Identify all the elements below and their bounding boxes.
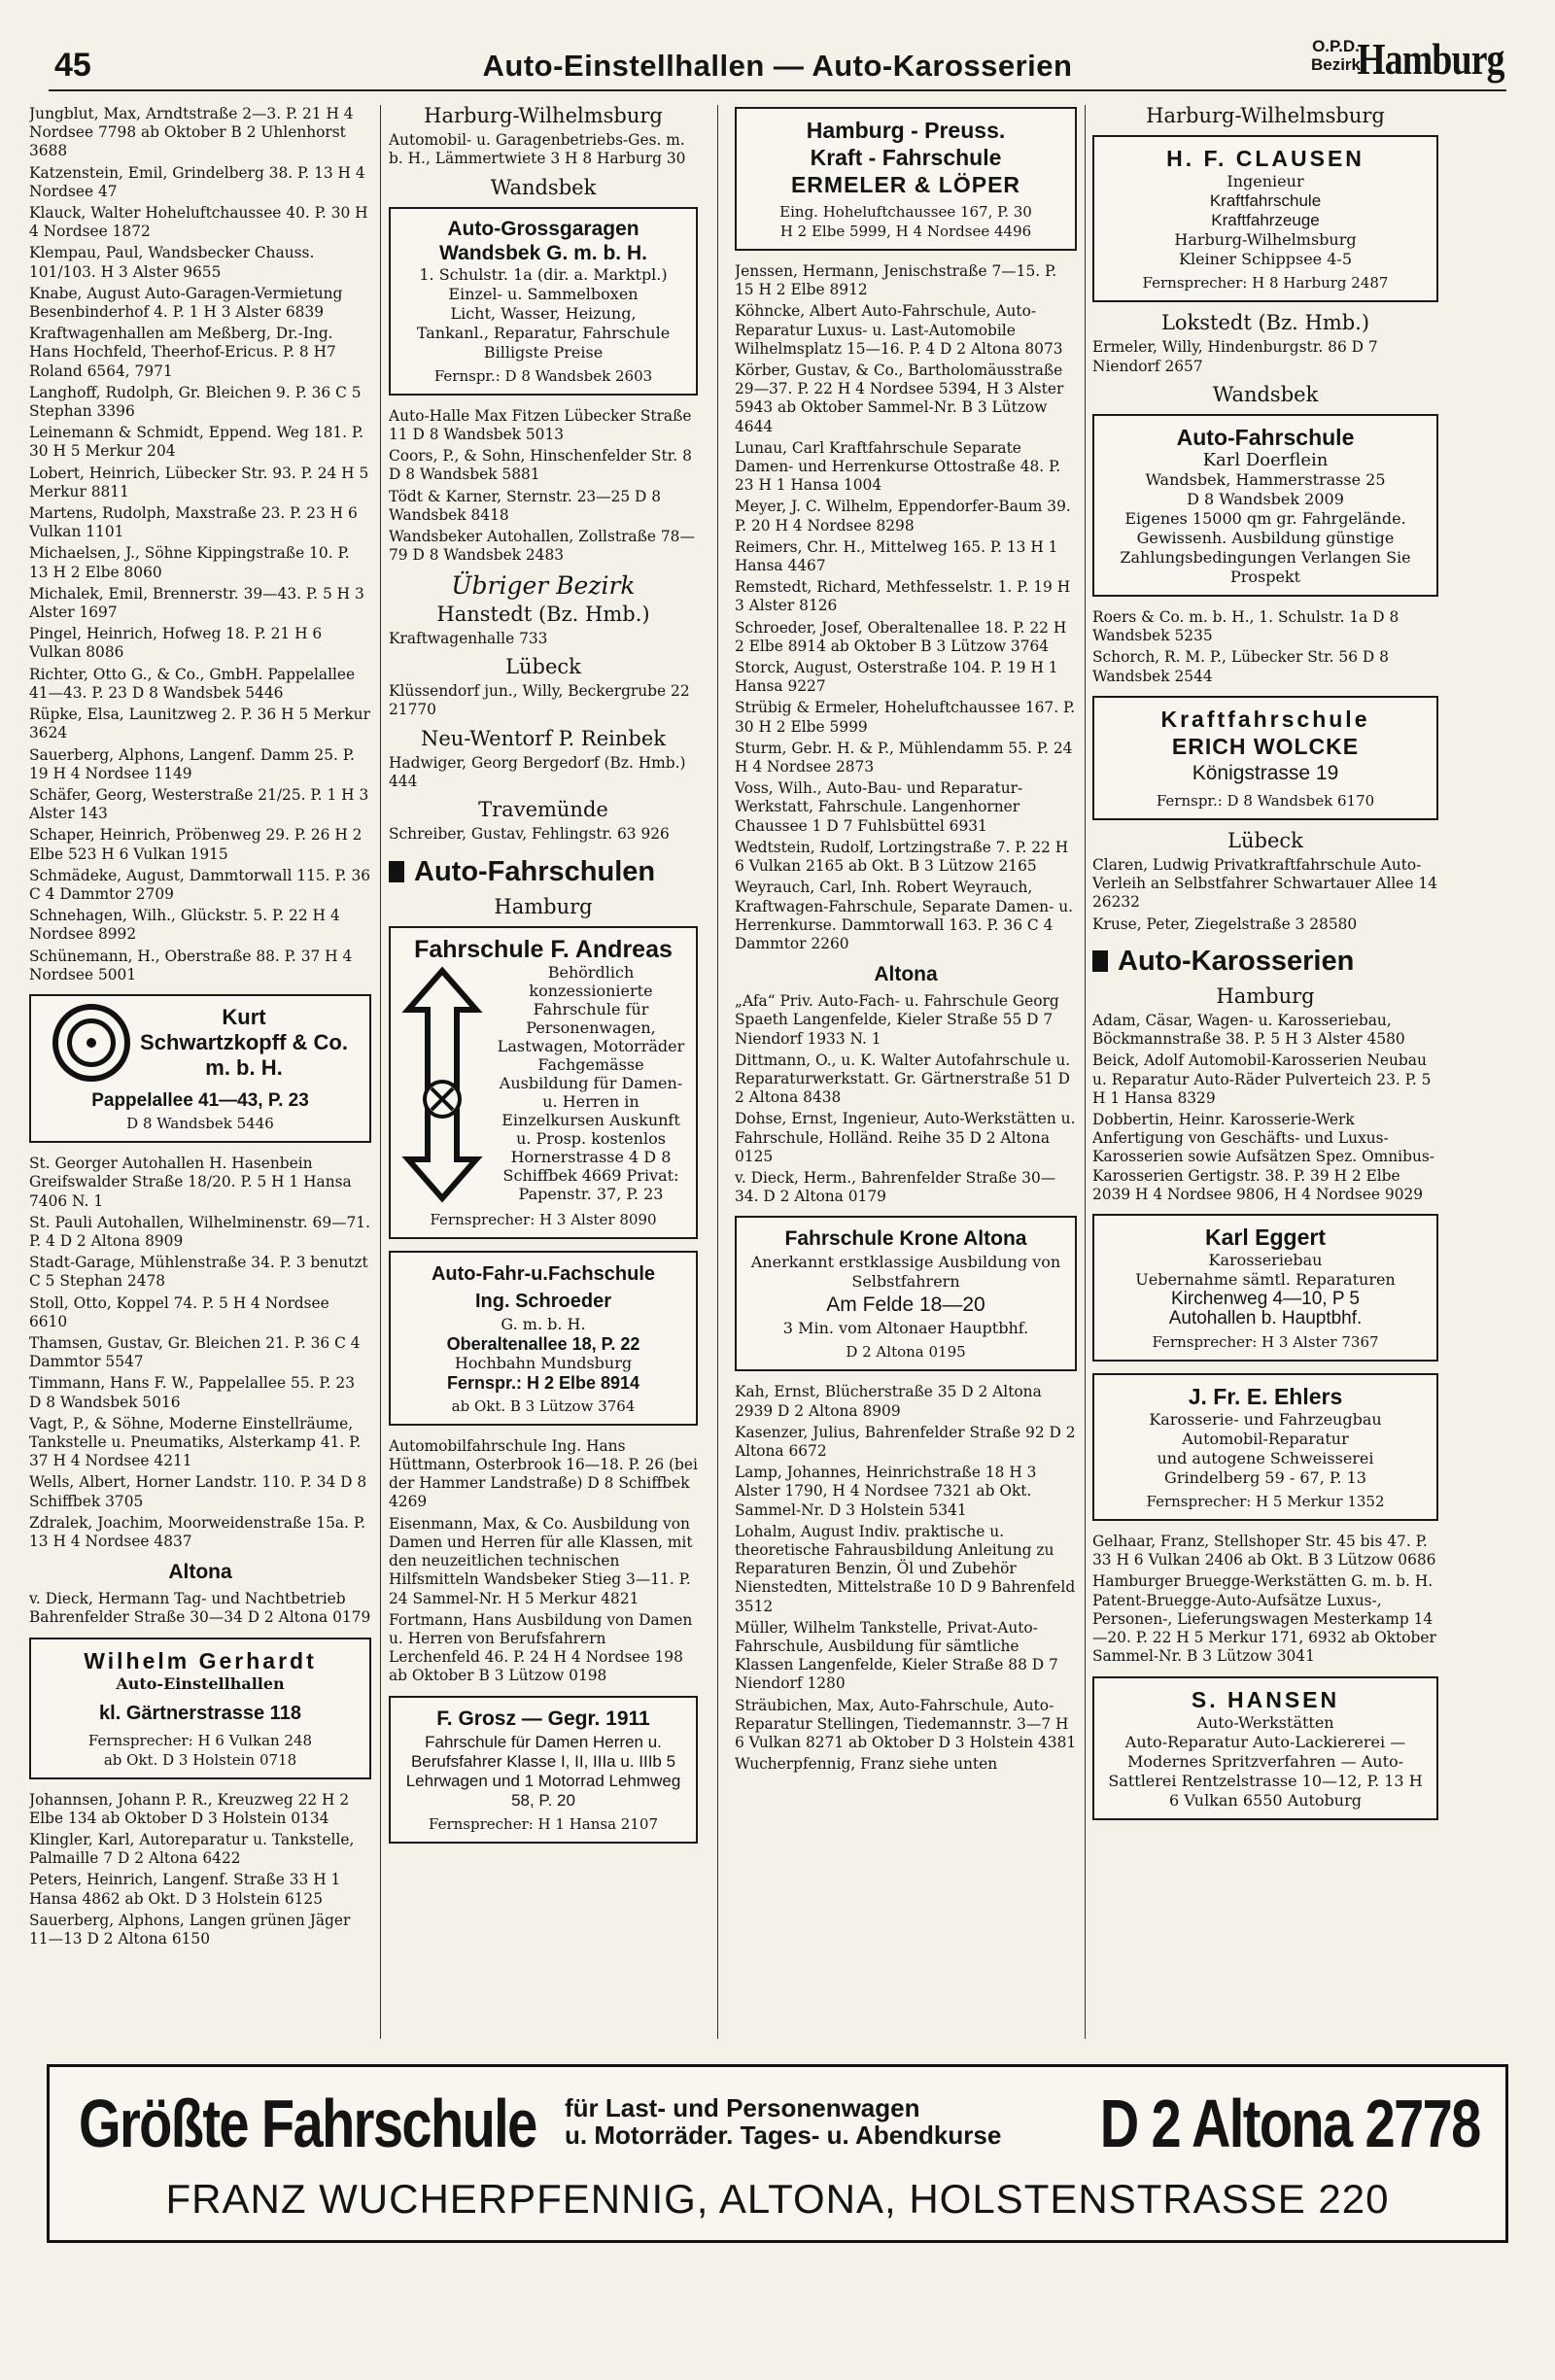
ad-line: Einzel- u. Sammelboxen	[448, 284, 639, 303]
list-item: Voss, Wilh., Auto-Bau- und Reparatur-Werkstatt, Fahrschule. Langenhorner Chaussee 1 D 7 Fuhlsbüttel 6931	[735, 779, 1023, 835]
list-item: Reimers, Chr. H., Mittelweg 165. P. 13 H 1 Hansa 4467	[735, 537, 1058, 575]
list-item: Körber, Gustav, & Co., Bartholomäusstraße 29—37. P. 22 H 4 Nordsee 5394, H 3 Alster 5943 ab Oktober Sammel-Nr. B 3 Lützow 4644	[735, 362, 1064, 435]
list-item: Sturm, Gebr. H. & P., Mühlendamm 55. P. 24 H 4 Nordsee 2873	[735, 739, 1073, 776]
list-item: Lobert, Heinrich, Lübecker Str. 93. P. 24 H 5 Merkur 8811	[29, 464, 369, 500]
list-item: Wells, Albert, Horner Landstr. 110. P. 34 D 8 Schiffbek 3705	[29, 1473, 367, 1510]
ad-phone: Fernspr.: H 2 Elbe 8914	[446, 1372, 640, 1393]
ad-subtitle: Karosseriebau	[1208, 1251, 1323, 1270]
list-item: Peters, Heinrich, Langenf. Straße 33 H 1 Hansa 4862 ab Okt. D 3 Holstein 6125	[29, 1871, 341, 1908]
list-item: Lunau, Carl Kraftfahrschule Separate Damen- und Herrenkurse Ottostraße 48. P. 23 H 1 Hansa 1004	[735, 438, 1061, 495]
ad-title: Wilhelm Gerhardt	[84, 1647, 317, 1673]
list-item: Klingler, Karl, Autoreparatur u. Tankstelle, Palmaille 7 D 2 Altona 6422	[29, 1831, 355, 1868]
entry-list	[29, 1155, 371, 1551]
list-item: Michaelsen, J., Söhne Kippingstraße 10. P. 13 H 2 Elbe 8060	[29, 544, 350, 581]
entry-list	[735, 1383, 1077, 1774]
list-item: Müller, Wilhelm Tankstelle, Privat-Auto-Fahrschule, Ausbildung für sämtliche Klassen Langenfelde, Kieler Straße 88 D 7 Niendorf 1280	[735, 1618, 1058, 1693]
entry-list	[735, 992, 1077, 1206]
list-item: Kraftwagenhalle 733	[389, 629, 548, 647]
entry-list	[1092, 856, 1438, 934]
list-item: Langhoff, Rudolph, Gr. Bleichen 9. P. 36 C 5 Stephan 3396	[29, 383, 362, 421]
ad-kurt-schwartzkopff	[29, 994, 371, 1143]
list-item: „Afa“ Priv. Auto-Fach- u. Fahrschule Georg Spaeth Langenfelde, Kieler Straße 55 D 7 Niendorf 1933 N. 1	[735, 992, 1059, 1048]
list-item: Kah, Ernst, Blücherstraße 35 D 2 Altona 2939 D 2 Altona 8909	[735, 1383, 1042, 1420]
list-item: Sauerberg, Alphons, Langen grünen Jäger 11—13 D 2 Altona 6150	[29, 1911, 351, 1949]
list-item: Hamburger Bruegge-Werkstätten G. m. b. H. Patent-Bruegge-Auto-Aufsätze Luxus-, Personen-, Lieferungswagen Mesterkamp 14—20. P. 22 H 5 Merkur 171, 6932 ab Oktober Sammel-Nr. B 3 Lützow 3041	[1092, 1572, 1436, 1666]
category-heading	[1092, 946, 1438, 978]
ad-title: F. Grosz — Gegr. 1911	[436, 1707, 650, 1730]
list-item: Katzenstein, Emil, Grindelberg 38. P. 13 H 4 Nordsee 47	[29, 163, 365, 200]
list-item: Claren, Ludwig Privatkraftfahrschule Auto-Verleih an Selbstfahrer Schwartauer Allee 14 26232	[1092, 856, 1437, 912]
ad-subtitle: Auto-Einstellhallen	[116, 1673, 285, 1693]
column-3	[735, 105, 1077, 2058]
category-title: Auto-Fahrschulen	[414, 855, 656, 887]
list-item: Rüpke, Elsa, Launitzweg 2. P. 36 H 5 Merkur 3624	[29, 706, 370, 742]
ad-title: Kraftfahrschule	[1160, 706, 1370, 732]
page-title: Auto-Einstellhallen — Auto-Karosserien	[482, 49, 1073, 83]
entry-list	[29, 1791, 371, 1949]
ad-title: S. HANSEN	[1191, 1686, 1340, 1712]
list-item: Dittmann, O., u. K. Walter Autofahrschule u. Reparaturwerkstatt. Gr. Gärtnerstraße 51 D 2 Altona 8438	[735, 1051, 1071, 1107]
ad-phone: Fernsprecher: H 6 Vulkan 248	[87, 1731, 313, 1749]
ad-text: Behördlich konzessionierte Fahrschule für Personenwagen, Lastwagen, Motorräder Fachgemässe Ausbildung für Damen- u. Herren in Einzelkursen Auskunft u. Prosp. kostenlos Hornerstrasse 4 D 8 Schiffbek 4669 Privat: Papenstr. 37, P. 23	[497, 962, 685, 1203]
ad-f-grosz	[389, 1696, 698, 1844]
column-4	[1092, 105, 1438, 2058]
ad-name-line: Kurt	[222, 1004, 266, 1029]
list-item: Schaper, Heinrich, Pröbenweg 29. P. 26 H 2 Elbe 523 H 6 Vulkan 1915	[29, 826, 363, 863]
list-item: Sträubichen, Max, Auto-Fahrschule, Auto-Reparatur Stellingen, Tiedemannstr. 3—7 H 6 Vulkan 8271 ab Oktober D 3 Holstein 4381	[735, 1696, 1077, 1751]
list-item: Schnehagen, Wilh., Glückstr. 5. P. 22 H 4 Nordsee 8992	[29, 907, 340, 944]
list-item: Weyrauch, Carl, Inh. Robert Weyrauch, Kraftwagen-Fahrschule, Separate Damen- u. Herrenkurse. Dammtorwall 163. P. 36 C 4 Dammtor 2260	[735, 879, 1073, 952]
entry-list	[389, 1437, 698, 1686]
list-item: Stadt-Garage, Mühlenstraße 34. P. 3 benutzt C 5 Stephan 2478	[29, 1254, 368, 1291]
ad-line: Kirchenweg 4—10, P 5	[1171, 1289, 1360, 1310]
ad-line: Kraftfahrzeuge	[1211, 211, 1320, 230]
ad-address: 1. Schulstr. 1a (dir. a. Marktpl.)	[419, 264, 668, 284]
section-heading-luebeck: Lübeck	[505, 655, 581, 679]
column-1	[29, 105, 371, 2058]
list-item: Kraftwagenhallen am Meßberg, Dr.-Ing. Hans Hochfeld, Theerhof-Ericus. P. 8 H7 Roland 6564, 7971	[29, 325, 336, 380]
banner-subline-2: u. Motorräder. Tages- u. Abendkurse	[565, 2121, 1002, 2150]
ad-subtitle: Ingenieur	[1227, 172, 1304, 191]
list-item: Gelhaar, Franz, Stellshoper Str. 45 bis 47. P. 33 H 6 Vulkan 2406 ab Okt. B 3 Lützow 0686	[1092, 1533, 1436, 1569]
ad-address: Am Felde 18—20	[826, 1293, 985, 1317]
column-2	[389, 105, 698, 2058]
ad-text: Eigenes 15000 qm gr. Fahrgelände. Gewissenh. Ausbildung günstige Zahlungsbedingungen Verlangen Sie Prospekt	[1120, 509, 1411, 587]
banner-subline-1: für Last- und Personenwagen	[565, 2093, 920, 2122]
list-item: St. Georger Autohallen H. Hasenbein Greifswalder Straße 18/20. P. 5 H 1 Hansa 7406 N. 1	[29, 1155, 352, 1210]
list-item: Lamp, Johannes, Heinrichstraße 18 H 3 Alster 1790, H 4 Nordsee 7321 ab Okt. Sammel-Nr. D 3 Holstein 5341	[735, 1464, 1037, 1519]
square-bullet-icon	[1092, 950, 1108, 972]
column-divider	[717, 105, 718, 2039]
ad-text: Auto-Reparatur Auto-Lackiererei — Modernes Spritzverfahren — Auto-Sattlerei Rentzelstrasse 10—12, P. 13 H 6 Vulkan 6550 Autoburg	[1108, 1732, 1423, 1810]
opd-label	[1311, 37, 1361, 74]
ad-auto-grossgaragen	[389, 207, 698, 396]
category-heading	[389, 856, 698, 888]
ad-fahrschule-krone	[735, 1216, 1077, 1371]
ad-title: J. Fr. E. Ehlers	[1188, 1384, 1343, 1410]
section-heading-harburg: Harburg-Wilhelmsburg	[424, 105, 663, 127]
ad-fahrschule-andreas	[389, 926, 698, 1239]
list-item: Michalek, Emil, Brennerstr. 39—43. P. 5 H 3 Alster 1697	[29, 584, 364, 622]
ad-line: Grindelberg 59 - 67, P. 13	[1164, 1468, 1366, 1488]
ad-name-line: m. b. H.	[205, 1054, 283, 1080]
list-item: Fortmann, Hans Ausbildung von Damen u. Herren von Berufsfahrern Lerchenfeld 46. P. 24 H 4 Nordsee 198 ab Oktober B 3 Lützow 0198	[389, 1610, 693, 1685]
section-heading-lokstedt: Lokstedt (Bz. Hmb.)	[1160, 311, 1370, 335]
ad-s-hansen	[1092, 1676, 1438, 1820]
list-item: Strübig & Ermeler, Hoheluftchaussee 167. P. 30 H 2 Elbe 5999	[735, 699, 1076, 736]
ad-line: Hochbahn Mundsburg	[454, 1353, 633, 1372]
ad-phone: Fernsprecher: H 1 Hansa 2107	[428, 1814, 658, 1833]
ad-line: Uebernahme sämtl. Reparaturen	[1135, 1270, 1396, 1290]
list-item: Martens, Rudolph, Maxstraße 23. P. 23 H 6 Vulkan 1101	[29, 504, 358, 541]
ad-body	[400, 963, 686, 1206]
ad-title: Auto-Fahr-u.Fachschule	[431, 1262, 655, 1285]
ad-phone: Fernspr.: D 8 Wandsbek 6170	[1156, 791, 1375, 810]
list-item: Remstedt, Richard, Methfesselstr. 1. P. 19 H 3 Alster 8126	[735, 578, 1071, 615]
ad-address: Königstrasse 19	[1192, 761, 1339, 784]
list-item: Vagt, P., & Söhne, Moderne Einstellräume, Tankstelle u. Pneumatiks, Alsterkamp 41. P. 37 H 4 Nordsee 4211	[29, 1414, 362, 1470]
ad-title-2: Ing. Schroeder	[474, 1290, 612, 1312]
section-heading-wandsbek: Wandsbek	[490, 175, 597, 199]
list-item: v. Dieck, Herm., Bahrenfelder Straße 30—34. D 2 Altona 0179	[735, 1168, 1056, 1206]
ad-line: Harburg-Wilhelmsburg	[1174, 230, 1357, 250]
ad-line: Autohallen b. Hauptbhf.	[1168, 1308, 1363, 1329]
banner-phone: D 2 Altona 2778	[1100, 2086, 1480, 2161]
ad-erich-wolcke	[1092, 696, 1438, 820]
list-item: Roers & Co. m. b. H., 1. Schulstr. 1a D 8 Wandsbek 5235	[1092, 608, 1400, 645]
section-heading-hamburg: Hamburg	[494, 894, 593, 918]
list-item: Schreiber, Gustav, Fehlingstr. 63 926	[389, 825, 670, 844]
ad-address: kl. Gärtnerstrasse 118	[99, 1702, 301, 1724]
ad-line: Automobil-Reparatur	[1182, 1430, 1349, 1449]
list-item: Johannsen, Johann P. R., Kreuzweg 22 H 2 Elbe 134 ab Oktober D 3 Holstein 0134	[29, 1790, 350, 1827]
ad-name: Karl Doerflein	[1202, 450, 1329, 471]
page-number: 45	[54, 47, 91, 84]
list-item: Wedtstein, Rudolf, Lortzingstraße 7. P. 22 H 6 Vulkan 2165 ab Okt. B 3 Lützow 2165	[735, 838, 1069, 876]
ad-address: Oberaltenallee 18, P. 22	[446, 1333, 640, 1354]
city-title: Hamburg	[1357, 34, 1504, 84]
list-item: Sauerberg, Alphons, Langenf. Damm 25. P. 19 H 4 Nordsee 1149	[29, 745, 355, 782]
ad-subtitle: Auto-Werkstätten	[1196, 1712, 1334, 1732]
ad-title-3: ERMELER & LÖPER	[790, 172, 1021, 197]
square-bullet-icon	[389, 861, 404, 882]
list-item: Schorch, R. M. P., Lübecker Str. 56 D 8 Wandsbek 2544	[1092, 648, 1389, 685]
ad-karl-doerflein	[1092, 414, 1438, 597]
list-item: Coors, P., & Sohn, Hinschenfelder Str. 8 D 8 Wandsbek 5881	[389, 447, 692, 484]
ad-phone: Fernsprecher: H 3 Alster 8090	[430, 1210, 657, 1228]
list-item: Auto-Halle Max Fitzen Lübecker Straße 11 D 8 Wandsbek 5013	[389, 406, 692, 444]
ad-subtitle: G. m. b. H.	[501, 1314, 586, 1333]
column-divider	[380, 105, 381, 2039]
ad-phone: Fernsprecher: H 5 Merkur 1352	[1146, 1493, 1385, 1511]
list-item: Automobilfahrschule Ing. Hans Hüttmann, Osterbrook 16—18. P. 26 (bei der Hammer Landstraße) D 8 Schiffbek 4269	[389, 1436, 698, 1511]
ad-phone: Fernsprecher: H 8 Harburg 2487	[1142, 274, 1389, 293]
list-item: Adam, Cäsar, Wagen- u. Karosseriebau, Böckmannstraße 38. P. 5 H 3 Alster 4580	[1092, 1012, 1405, 1049]
ad-phone: D 2 Altona 0195	[846, 1343, 966, 1362]
list-item: Schmädeke, August, Dammtorwall 115. P. 36 C 4 Dammtor 2709	[29, 866, 371, 903]
ad-phone: D 8 Wandsbek 5446	[126, 1115, 274, 1133]
ad-header	[41, 1004, 360, 1082]
section-heading-altona: Altona	[874, 963, 938, 986]
list-item: Knabe, August Auto-Garagen-Vermietung Besenbinderhof 4. P. 1 H 3 Alster 6839	[29, 284, 343, 322]
ad-ermeler-loeper	[735, 107, 1077, 251]
ad-title-2: Kraft - Fahrschule	[810, 145, 1002, 170]
ad-line: Kraftfahrschule	[1209, 191, 1322, 211]
list-item: Automobil- u. Garagenbetriebs-Ges. m. b. H., Lämmertwiete 3 H 8 Harburg 30	[389, 131, 686, 168]
list-item: Storck, August, Osterstraße 104. P. 19 H 1 Hansa 9227	[735, 659, 1058, 696]
category-title: Auto-Karosserien	[1118, 945, 1355, 977]
ad-address: Eing. Hoheluftchaussee 167, P. 30	[779, 203, 1032, 221]
ad-title: H. F. CLAUSEN	[1166, 146, 1365, 172]
list-item: Dobbertin, Heinr. Karosserie-Werk Anfertigung von Geschäfts- und Luxus-Karosserien sowie Aufsätzen Spez. Omnibus-Karosserien Gertigstr. 38. P. 39 H 2 Elbe 2039 H 4 Nordsee 9806, H 4 Nordsee 9029	[1092, 1111, 1434, 1203]
list-item: Hadwiger, Georg Bergedorf (Bz. Hmb.) 444	[389, 753, 686, 791]
list-item: Kruse, Peter, Ziegelstraße 3 28580	[1092, 914, 1358, 933]
ad-note: 3 Min. vom Altonaer Hauptbhf.	[782, 1319, 1029, 1338]
list-item: Schäfer, Georg, Westerstraße 21/25. P. 1 H 3 Alster 143	[29, 785, 369, 823]
list-item: St. Pauli Autohallen, Wilhelminenstr. 69—71. P. 4 D 2 Altona 8909	[29, 1213, 370, 1250]
list-item: Timmann, Hans F. W., Pappelallee 55. P. 23 D 8 Wandsbek 5016	[29, 1374, 356, 1411]
target-logo-icon	[52, 1004, 130, 1082]
ad-phone: D 8 Wandsbek 2009	[1187, 490, 1344, 509]
list-item: Wucherpfennig, Franz siehe unten	[735, 1755, 998, 1774]
list-item: Tödt & Karner, Sternstr. 23—25 D 8 Wandsbek 8418	[389, 487, 662, 524]
entry-list	[1092, 1012, 1438, 1204]
opd-line1: O.P.D.	[1312, 37, 1360, 55]
section-heading-luebeck: Lübeck	[1227, 828, 1303, 852]
list-item: Richter, Otto G., & Co., GmbH. Pappelallee 41—43. P. 23 D 8 Wandsbek 5446	[29, 665, 356, 702]
list-item: v. Dieck, Hermann Tag- und Nachtbetrieb Bahrenfelder Straße 30—34 D 2 Altona 0179	[29, 1590, 371, 1627]
ad-karl-eggert	[1092, 1214, 1438, 1362]
list-item: Köhncke, Albert Auto-Fahrschule, Auto-Reparatur Luxus- u. Last-Automobile Wilhelmsplatz 15—16. P. 4 D 2 Altona 8073	[735, 302, 1063, 358]
list-item: Eisenmann, Max, & Co. Ausbildung von Damen und Herren für alle Klassen, mit den neuzeitlichen technischen Hilfsmitteln Wandsbeker Stieg 3—11. P. 24 Sammel-Nr. H 5 Merkur 4821	[389, 1514, 693, 1607]
ad-text: Fahrschule für Damen Herren u. Berufsfahrer Klasse I, II, IIIa u. IIIb 5 Lehrwagen und 1 Motorrad Lehmweg 58, P. 20	[405, 1732, 681, 1810]
ad-line: und autogene Schweisserei	[1157, 1449, 1374, 1468]
ad-phone: Fernsprecher: H 3 Alster 7367	[1152, 1333, 1379, 1352]
entry-list	[1092, 1533, 1438, 1666]
ad-title: Karl Eggert	[1205, 1224, 1326, 1251]
ad-phone: Fernspr.: D 8 Wandsbek 2603	[433, 366, 653, 385]
list-item: Jenssen, Hermann, Jenischstraße 7—15. P. 15 H 2 Elbe 8912	[735, 262, 1057, 299]
ad-title-2: ERICH WOLCKE	[1171, 733, 1360, 759]
list-item: Klauck, Walter Hoheluftchaussee 40. P. 30 H 4 Nordsee 1872	[29, 204, 368, 241]
list-item: Meyer, J. C. Wilhelm, Eppendorfer-Baum 39. P. 20 H 4 Nordsee 8298	[735, 498, 1071, 535]
ad-phone: H 2 Elbe 5999, H 4 Nordsee 4496	[779, 223, 1032, 240]
entry-list	[29, 105, 371, 984]
list-item: Jungblut, Max, Arndtstraße 2—3. P. 21 H 4 Nordsee 7798 ab Oktober B 2 Uhlenhorst 3688	[29, 105, 354, 160]
list-item: Thamsen, Gustav, Gr. Bleichen 21. P. 36 C 4 Dammtor 5547	[29, 1333, 361, 1371]
list-item: Pingel, Heinrich, Hofweg 18. P. 21 H 6 Vulkan 8086	[29, 625, 323, 662]
list-item: Beick, Adolf Automobil-Karosserien Neubau u. Reparatur Auto-Räder Pulverteich 23. P. 5 H 1 Hansa 8329	[1092, 1052, 1432, 1107]
list-item: Schünemann, H., Oberstraße 88. P. 37 H 4 Nordsee 5001	[29, 947, 353, 983]
ad-address: Wandsbek, Hammerstrasse 25	[1145, 470, 1386, 490]
ad-hf-clausen	[1092, 135, 1438, 302]
ad-wilhelm-gerhardt	[29, 1638, 371, 1779]
section-heading-wandsbek: Wandsbek	[1212, 382, 1319, 406]
ad-text: Anerkannt erstklassige Ausbildung von Selbstfahrern	[750, 1253, 1061, 1292]
entry-list	[735, 262, 1077, 953]
list-item: Klüssendorf jun., Willy, Beckergrube 22 21770	[389, 682, 690, 719]
banner-ad-wucherpfennig	[47, 2064, 1508, 2243]
list-item: Stoll, Otto, Koppel 74. P. 5 H 4 Nordsee 6610	[29, 1293, 329, 1330]
ad-line: Tankanl., Reparatur, Fahrschule	[416, 323, 671, 342]
section-heading-altona: Altona	[168, 1561, 232, 1584]
ad-title: Fahrschule Krone Altona	[784, 1227, 1027, 1251]
ad-name-line: Schwartzkopff & Co.	[140, 1029, 348, 1054]
section-heading-travemuende: Travemünde	[478, 798, 608, 822]
ad-line: Billigste Preise	[483, 342, 604, 362]
list-item: Dohse, Ernst, Ingenieur, Auto-Werkstätten u. Fahrschule, Holländ. Reihe 35 D 2 Altona 0125	[735, 1110, 1076, 1165]
ad-address: Pappelallee 41—43, P. 23	[91, 1089, 309, 1111]
ad-jfr-ehlers	[1092, 1373, 1438, 1521]
opd-line2: Bezirk	[1310, 55, 1361, 74]
arrow-logo-icon	[400, 963, 484, 1206]
section-heading-uebriger-bezirk: Übriger Bezirk	[451, 571, 636, 601]
list-item: Klempau, Paul, Wandsbecker Chauss. 101/103. H 3 Alster 9655	[29, 244, 315, 281]
banner-subline	[565, 2094, 1001, 2149]
ad-ing-schroeder	[389, 1251, 698, 1426]
list-item: Leinemann & Schmidt, Eppend. Weg 181. P. 30 H 5 Merkur 204	[29, 424, 364, 461]
ad-line: Licht, Wasser, Heizung,	[450, 303, 637, 323]
section-heading-hamburg: Hamburg	[1216, 983, 1315, 1008]
ad-phone-2: ab Okt. B 3 Lützow 3764	[451, 1397, 636, 1415]
list-item: Ermeler, Willy, Hindenburgstr. 86 D 7 Niendorf 2657	[1092, 338, 1378, 375]
entry-list	[389, 407, 698, 566]
section-heading-harburg: Harburg-Wilhelmsburg	[1146, 105, 1385, 127]
column-divider	[1085, 105, 1086, 2039]
banner-headline: Größte Fahrschule	[79, 2086, 536, 2161]
ad-title: Fahrschule F. Andreas	[414, 935, 673, 963]
list-item: Schroeder, Josef, Oberaltenallee 18. P. 22 H 2 Elbe 8914 ab Oktober B 3 Lützow 3764	[735, 618, 1067, 655]
section-heading-hanstedt: Hanstedt (Bz. Hmb.)	[436, 602, 650, 626]
section-heading-neu-wentorf: Neu-Wentorf P. Reinbek	[421, 726, 666, 750]
ad-company-name	[140, 1005, 348, 1081]
ad-title: Auto-Grossgaragen Wandsbek G. m. b. H.	[439, 217, 647, 264]
ad-title: Hamburg - Preuss.	[806, 118, 1006, 143]
list-item: Lohalm, August Indiv. praktische u. theoretische Fahrausbildung Anleitung zu Reparaturen Benzin, Öl und Zubehör Nienstedten, Mittelstraße 10 D 9 Bahrenfeld 3512	[735, 1522, 1076, 1615]
ad-line: Kleiner Schippsee 4-5	[1179, 250, 1352, 269]
ad-subtitle: Karosserie- und Fahrzeugbau	[1149, 1410, 1382, 1430]
page-header	[49, 29, 1506, 91]
banner-address: FRANZ WUCHERPFENNIG, ALTONA, HOLSTENSTRASSE 220	[165, 2176, 1390, 2222]
list-item: Zdralek, Joachim, Moorweidenstraße 15a. P. 13 H 4 Nordsee 4837	[29, 1513, 365, 1550]
ad-title: Auto-Fahrschule	[1176, 425, 1355, 451]
entry-list	[1092, 608, 1438, 686]
list-item: Kasenzer, Julius, Bahrenfelder Straße 92 D 2 Altona 6672	[735, 1423, 1076, 1460]
ad-phone-2: ab Okt. D 3 Holstein 0718	[103, 1750, 297, 1769]
list-item: Wandsbeker Autohallen, Zollstraße 78—79 D 8 Wandsbek 2483	[389, 528, 695, 565]
